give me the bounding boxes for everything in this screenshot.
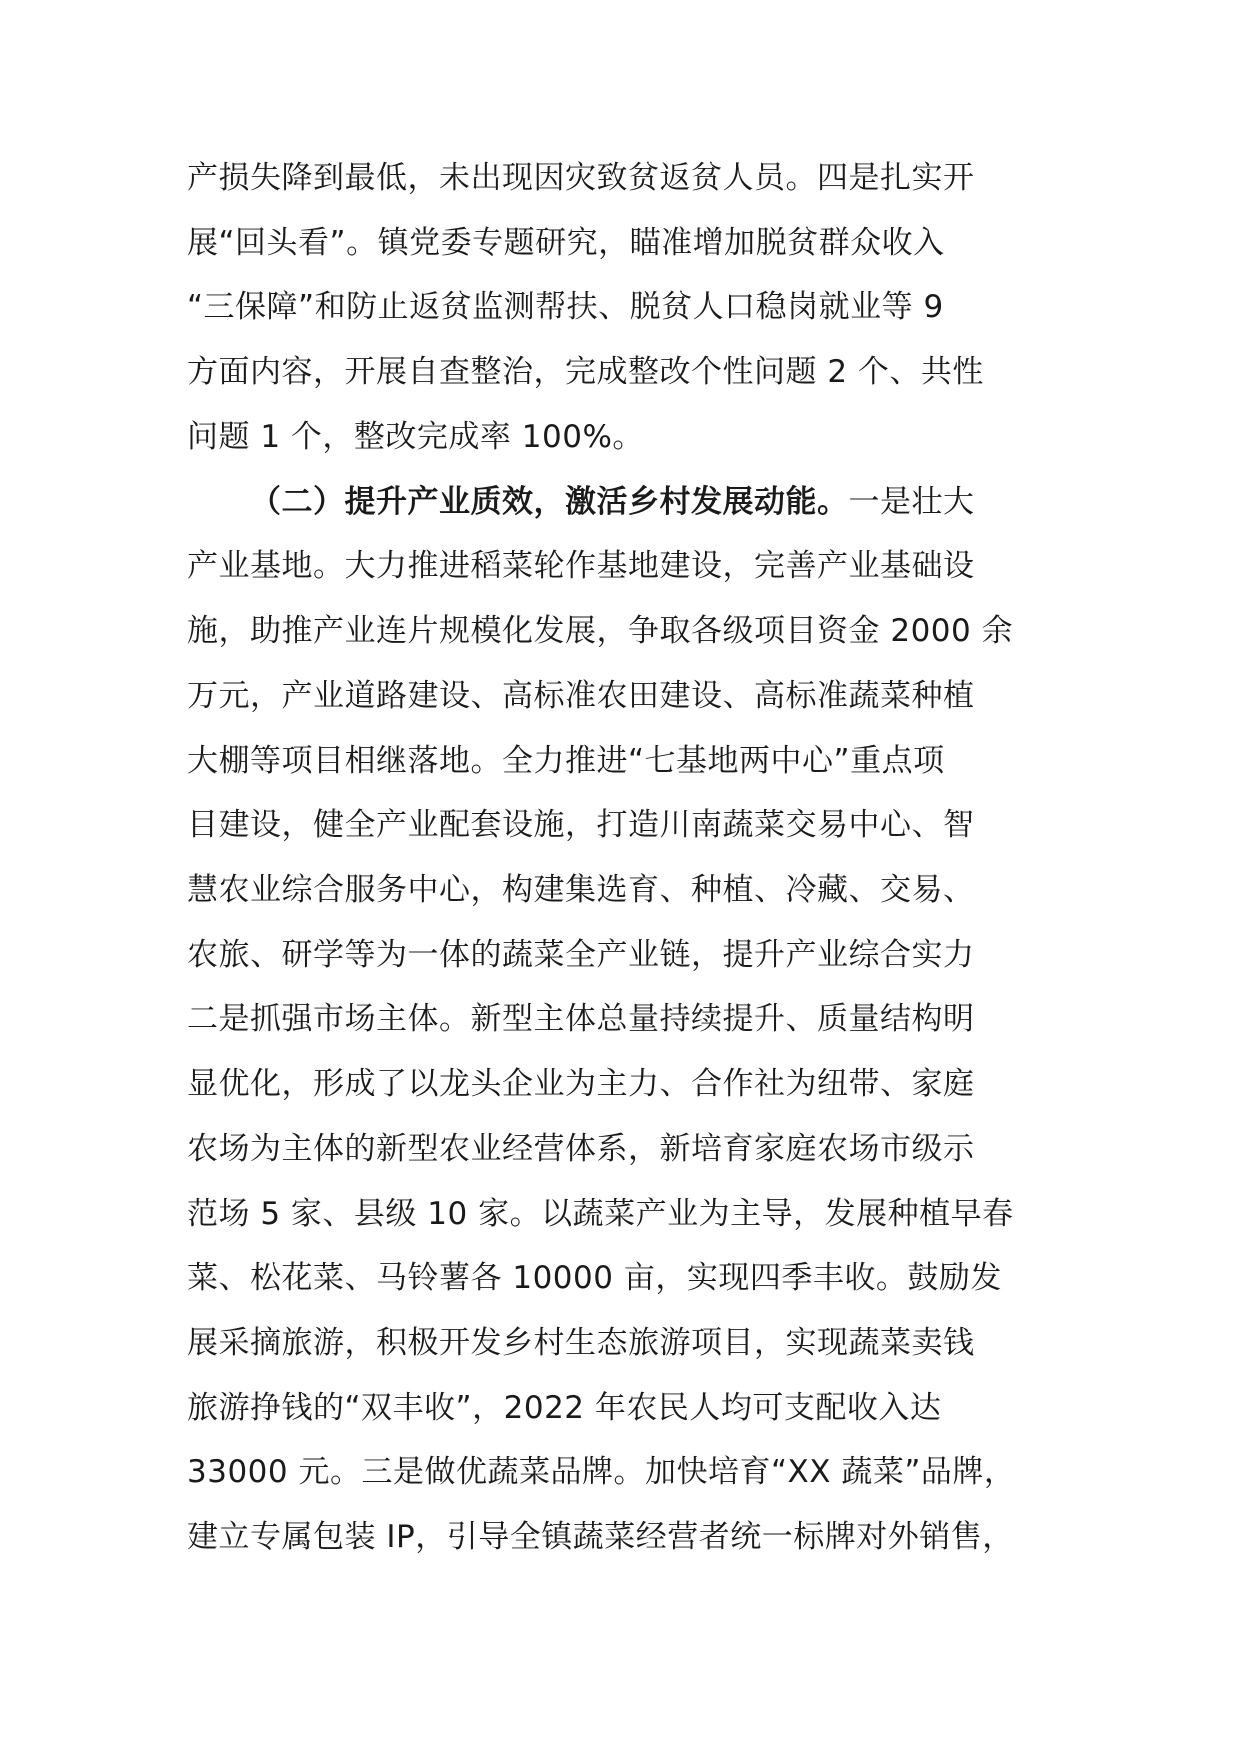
text-line: [187, 870, 975, 910]
text-line: [187, 741, 945, 781]
text-line: [187, 546, 975, 586]
text-line: [187, 1258, 1002, 1298]
line-text: 万元，产业道路建设、高标准农田建设、高标准蔬菜种植: [187, 678, 975, 714]
line-text: 展采摘旅游，积极开发乡村生态旅游项目，实现蔬菜卖钱: [187, 1325, 975, 1361]
text-line: [187, 1323, 975, 1363]
text-line: [187, 1388, 941, 1428]
text-line: [187, 352, 984, 392]
line-text: 农场为主体的新型农业经营体系，新培育家庭农场市级示: [187, 1131, 975, 1167]
section-heading-line: [250, 482, 975, 522]
line-text: 33000 元。三是做优蔬菜品牌。加快培育“XX 蔬菜”品牌，: [187, 1454, 1016, 1490]
text-line: [187, 805, 975, 845]
text-line: [187, 158, 975, 198]
line-text: 方面内容，开展自查整治，完成整改个性问题 2 个、共性: [187, 354, 984, 390]
line-text: 展“回头看”。镇党委专题研究，瞄准增加脱贫群众收入: [187, 225, 945, 261]
line-text: 显优化，形成了以龙头企业为主力、合作社为纽带、家庭: [187, 1066, 975, 1102]
line-text: 二是抓强市场主体。新型主体总量持续提升、质量结构明: [187, 1001, 975, 1037]
text-line: [187, 287, 944, 327]
line-text: 农旅、研学等为一体的蔬菜全产业链，提升产业综合实力: [187, 937, 975, 973]
line-text: 大棚等项目相继落地。全力推进“七基地两中心”重点项: [187, 743, 945, 779]
text-line: [187, 1064, 975, 1104]
line-text: 问题 1 个，整改完成率 100%。: [187, 419, 644, 455]
line-text: 菜、松花菜、马铃薯各 10000 亩，实现四季丰收。鼓励发: [187, 1260, 1002, 1296]
text-line: [187, 676, 975, 716]
text-line: [187, 223, 945, 263]
section-heading: （二）提升产业质效，激活乡村发展动能。: [250, 484, 849, 520]
line-text: 建立专属包装 IP，引导全镇蔬菜经营者统一标牌对外销售，: [187, 1519, 1014, 1555]
line-text: 施，助推产业连片规模化发展，争取各级项目资金 2000 余: [187, 613, 1014, 649]
text-line: [187, 999, 975, 1039]
line-text: 产损失降到最低，未出现因灾致贫返贫人员。四是扎实开: [187, 160, 975, 196]
line-text: 范场 5 家、县级 10 家。以蔬菜产业为主导，发展种植早春: [187, 1196, 1014, 1232]
line-text: 慧农业综合服务中心，构建集选育、种植、冷藏、交易、: [187, 872, 975, 908]
text-line: [187, 417, 644, 457]
text-line: [187, 1129, 975, 1169]
line-text: “三保障”和防止返贫监测帮扶、脱贫人口稳岗就业等 9: [187, 289, 944, 325]
text-line: [187, 935, 975, 975]
line-text: 产业基地。大力推进稻菜轮作基地建设，完善产业基础设: [187, 548, 975, 584]
line-text: 旅游挣钱的“双丰收”，2022 年农民人均可支配收入达: [187, 1390, 942, 1426]
text-line: [187, 1517, 1014, 1557]
line-text: 目建设，健全产业配套设施，打造川南蔬菜交易中心、智: [187, 807, 975, 843]
line-text: 一是壮大: [848, 484, 975, 520]
text-line: [187, 611, 1013, 651]
text-line: [187, 1452, 1015, 1492]
text-line: [187, 1194, 1014, 1234]
